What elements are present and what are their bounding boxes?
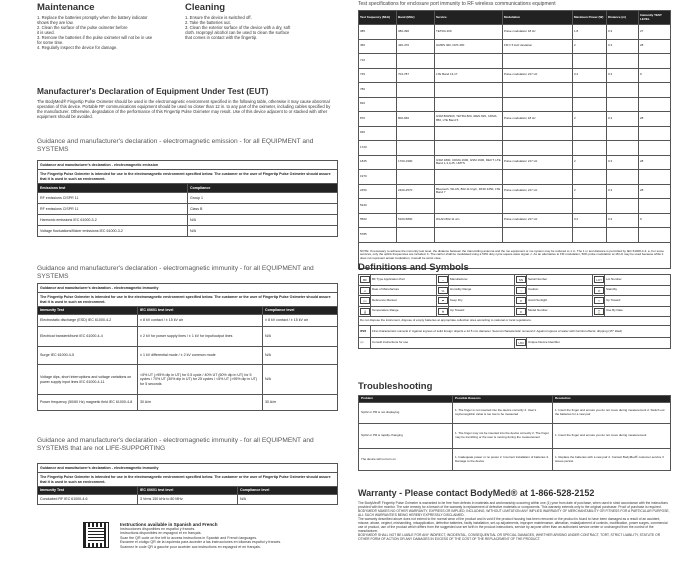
table-cell: ± 8 kV contact / ± 15 kV air	[138, 315, 263, 327]
symbol-icon	[437, 275, 449, 286]
declaration-body: The BodyMed® Fingertip Pulse Oximeter should be used in the electromagnetic environment specified in the following table, otherwise it may cause abnormal operation of this device. Portable RF communications equipment should be used no closer than 12 in. to any part of the oximeter, including cables specified by the manufacturer. Otherwise, degradation of the performance of this Fingertip Pulse Oximeter may result. Use of this device adjacent to or stacked with other equipment should be avoided.	[37, 99, 331, 119]
table-cell	[607, 199, 639, 214]
column-header: Problem	[359, 396, 453, 403]
table-cell: Bluetooth, WLAN, 802.11 b/g/n, RFID 2450, LTE Band 7	[435, 184, 503, 199]
table-intro: The Fingertip Pulse Oximeter is intended for use in the electromagnetic environment specified below. The customer or the user of Fingertip Pulse Oximeter should assure that it is used in such an environment.	[38, 473, 338, 487]
symbol-glyph: !	[516, 287, 526, 294]
table-cell	[503, 199, 573, 214]
table-cell	[397, 83, 435, 98]
list-item: 3. Clean the exterior surface of the device with a dry, soft	[185, 25, 291, 30]
warranty-paragraph: BODYMED® SHALL NOT BE LIABLE FOR ANY INDIRECT, INCIDENTAL, CONSEQUENTIAL OR SPECIAL DAMAGES, WHETHER ARISING UNDER CONTRACT, TORT, STRICT LIABILITY, STATUTE OR OTHER FORM OF ACTION OR ANY DAMAGES IN EXCESS OF THE COST OF THE REPLACEMENT OF THE PRODUCT.	[358, 533, 661, 541]
symbol-icon	[593, 306, 605, 317]
table-cell: 30 A/m	[138, 395, 263, 411]
table-cell: N/A	[263, 365, 338, 395]
table-cell	[435, 170, 503, 185]
column-header: Test frequency (MHz)	[359, 11, 397, 25]
table-cell: 1845	[359, 155, 397, 170]
table-cell: 780	[359, 83, 397, 98]
table-cell	[397, 54, 435, 69]
list-item: shows they are low.	[37, 20, 74, 25]
table-cell	[607, 141, 639, 156]
table-cell	[397, 97, 435, 112]
list-item: 4. Regularly inspect the device for damage.	[37, 45, 118, 50]
table-cell: N/A	[238, 495, 338, 505]
table-cell: N/A	[188, 215, 338, 226]
table-cell: 2450	[359, 184, 397, 199]
symbol-glyph: ⇈	[438, 308, 448, 315]
symbol-glyph: %	[438, 287, 448, 294]
table-cell: Pulse modulation 217 Hz	[503, 213, 573, 228]
table-cell: Pulse modulation 217 Hz	[503, 155, 573, 170]
table-cell: 0.3	[607, 155, 639, 170]
table-cell: The device will not turn on	[359, 449, 453, 471]
table-cell	[503, 54, 573, 69]
table-cell: 5240	[359, 199, 397, 214]
warranty-paragraph: The BodyMed® Fingertip Pulse Oximeter is warranted to be free from defects in materials and workmanship occurring within one (1) year from date of purchase, when used in strict accordance with the instructions provided with the monitor. The sole remedy for a breach of the warranty is replacement of defective materials or components. This warranty extends only to the original purchaser. Proof of purchase is required.	[358, 501, 668, 509]
table-cell	[573, 228, 607, 243]
symbol-icon	[359, 306, 371, 317]
table-cell: 0.3	[607, 213, 639, 228]
table-cell	[397, 170, 435, 185]
table-intro: The Fingertip Pulse Oximeter is intended for use in the electromagnetic environment specified below. The customer or the user of Fingertip Pulse Oximeter should assure that it is used in such an environment.	[38, 293, 338, 307]
table-cell: 28	[639, 112, 671, 127]
table-cell: 710	[359, 54, 397, 69]
column-header: Maximum Power (W)	[573, 11, 607, 25]
table-cell: Class B	[188, 204, 338, 215]
column-header: Compliance	[188, 184, 338, 193]
table-cell	[573, 199, 607, 214]
table-cell	[397, 199, 435, 214]
table-cell	[639, 97, 671, 112]
table-row	[359, 285, 671, 296]
symbol-glyph: 🌡	[360, 308, 370, 315]
symbol-glyph: ⌛	[594, 308, 604, 315]
table-cell	[573, 170, 607, 185]
table-cell: Pulse modulation 18 Hz	[503, 25, 573, 40]
table-cell	[639, 170, 671, 185]
table-cell: 745	[359, 68, 397, 83]
rf-table	[358, 10, 671, 269]
column-header: Emissions test	[38, 184, 188, 193]
table-cell: 0.3	[607, 39, 639, 54]
table-cell: LTE Band 13,17	[435, 68, 503, 83]
table-cell: 30 A/m	[263, 395, 338, 411]
list-item: 2. Take the batteries out.	[185, 20, 231, 25]
table-cell: Electrical transient/burst IEC 61000-4-4	[38, 327, 138, 347]
table-cell: 5500	[359, 213, 397, 228]
udi-icon: UDI	[515, 338, 527, 349]
table-cell: 28	[639, 155, 671, 170]
list-item: cloth. Isopropyl alcohol can be used to clean the surface	[185, 30, 290, 35]
symbol-glyph: #	[516, 308, 526, 315]
table-cell: 5785	[359, 228, 397, 243]
table-cell	[639, 54, 671, 69]
column-header: Modulation	[503, 11, 573, 25]
table-cell: 1. The finger may not be inserted into the device correctly 2. The finger may be trembling or the user is moving during the measurement	[453, 424, 553, 449]
declaration-title: Manufacturer's Declaration of Equipment Under Test (EUT)	[37, 86, 269, 96]
table-cell: Pulse modulation 217 Hz	[503, 184, 573, 199]
table-cell: GMRS 460, FRS 460	[435, 39, 503, 54]
table-cell: 0.2	[573, 213, 607, 228]
table-cell: SpO2 or PR is not displaying	[359, 403, 453, 424]
table-cell: 930	[359, 126, 397, 141]
symbol-icon	[437, 285, 449, 296]
immunity2-heading: Guidance and manufacturer's declaration - electromagnetic immunity - for all EQUIPMENT and SYSTEMS that are not LIFE-SUPPORTING	[37, 437, 314, 452]
table-cell	[503, 228, 573, 243]
table-cell: N/A	[263, 347, 338, 365]
symbol-label: Serial Number	[527, 275, 593, 286]
symbol-icon	[515, 306, 527, 317]
symbol-icon	[593, 296, 605, 307]
instructions-line: Instrucciones disponibles en español y francés.	[120, 527, 196, 531]
column-header: Possible Reasons	[453, 396, 553, 403]
table-row	[359, 97, 671, 112]
table-cell: Harmonic emissions IEC 61000-3-2	[38, 215, 188, 226]
symbol-icon	[359, 275, 371, 286]
rf-heading: Test specifications for enclosure port immunity to RF wireless communications equipment	[358, 1, 556, 7]
table-row	[359, 184, 671, 199]
table-row	[359, 83, 671, 98]
table-cell: GSM 1800, CDMA 1900, GSM 1900, DECT, LTE Band 1,3,4,25, UMTS	[435, 155, 503, 170]
table-row	[359, 170, 671, 185]
symbol-glyph: BF	[360, 276, 370, 283]
table-cell: 1970	[359, 170, 397, 185]
table-cell: 27	[639, 25, 671, 40]
column-header: IEC 60601 test level	[138, 307, 263, 315]
table-caption: Guidance and manufacturer's declaration - electromagnetic emission	[38, 161, 338, 170]
symbol-glyph: ↑↑	[594, 297, 604, 304]
table-cell: <5% UT (>95% dip in UT) for 0.5 cycle / 40% UT (60% dip in UT) for 5 cycles / 70% UT (30% dip in UT) for 25 cycles / <5% UT (>95% dip in UT) for 5 seconds	[138, 365, 263, 395]
list-item: 3. Remove the batteries if the pulse oximeter will not be in use	[37, 35, 153, 40]
list-item: 1. Ensure the device is switched off.	[185, 15, 252, 20]
table-cell: 2	[573, 184, 607, 199]
symbol-icon	[593, 275, 605, 286]
symbol-label: Keep Dry	[449, 296, 515, 307]
table-cell	[397, 126, 435, 141]
table-cell: 0.2	[573, 68, 607, 83]
table-row	[359, 39, 671, 54]
instructions-line: Instructions disponibles en espagnol et en français.	[120, 531, 202, 536]
symbol-icon	[515, 296, 527, 307]
column-header: Compliance level	[238, 487, 338, 495]
table-cell	[607, 126, 639, 141]
table-cell: 385	[359, 25, 397, 40]
table-cell: Conducted RF IEC 61000-4-6	[38, 495, 138, 505]
warranty-body	[358, 501, 670, 541]
symbol-icon	[515, 285, 527, 296]
immunity-table	[37, 283, 338, 411]
table-cell	[573, 97, 607, 112]
symbol-label: Caution	[527, 285, 593, 296]
table-row	[359, 155, 671, 170]
symbol-glyph: 📖	[360, 297, 370, 304]
immunity-heading: Guidance and manufacturer's declaration - electromagnetic immunity - for all EQUIPMENT and SYSTEMS	[37, 265, 314, 280]
list-item: 1. Replace the batteries promptly when the battery indicator	[37, 15, 148, 20]
table-row	[359, 213, 671, 228]
udi-text: Unique Device Identifier	[527, 338, 671, 349]
table-cell	[639, 228, 671, 243]
table-cell	[503, 141, 573, 156]
table-cell: 800-960	[397, 112, 435, 127]
table-cell	[435, 126, 503, 141]
table-cell: 1720	[359, 141, 397, 156]
symbol-label: Temperature Range	[371, 306, 437, 317]
table-cell: 9	[639, 68, 671, 83]
list-item: that comes in contact with the fingertip.	[185, 35, 258, 40]
table-cell	[397, 141, 435, 156]
table-caption: Guidance and manufacturer's declaration - electromagnetic immunity	[38, 284, 338, 293]
instructions-title: Instructions available in Spanish and French	[120, 522, 218, 527]
table-cell: Power frequency (50/60 Hz) magnetic field IEC 61000-4-8	[38, 395, 138, 411]
instructions-line: Escanee el código QR de la izquierda para acceder a las instrucciones en idiomas español y francés.	[120, 540, 282, 545]
column-header: Service	[435, 11, 503, 25]
troubleshooting-table	[358, 395, 671, 471]
table-cell: Voltage fluctuations/flicker emissions IEC 61000-3-2	[38, 226, 188, 237]
table-cell: ± 2 kV for power supply lines / ± 1 kV for input/output lines	[138, 327, 263, 347]
table-cell	[639, 83, 671, 98]
list-item: 2. Clean the surface of the pulse oximeter before	[37, 25, 128, 30]
table-cell	[435, 54, 503, 69]
table-intro: The Fingertip Pulse Oximeter is intended for use in the electromagnetic environment specified below. The customer or the user of Fingertip Pulse Oximeter should assure that it is used in such an environment.	[38, 170, 338, 184]
symbol-icon	[359, 285, 371, 296]
table-cell: 1. Replace the batteries with a new pair 2. Contact BodyMed® customer service if issues persist	[553, 449, 671, 471]
table-row	[359, 126, 671, 141]
column-header: Immunity TEST LEVEL	[639, 11, 671, 25]
maintenance-list	[37, 15, 177, 50]
table-cell	[607, 170, 639, 185]
symbol-label: Up Toward	[449, 306, 515, 317]
column-header: Resolution	[553, 396, 671, 403]
symbols-table	[358, 274, 671, 349]
table-cell: Surge IEC 61000-4-5	[38, 347, 138, 365]
table-cell	[435, 228, 503, 243]
table-cell: 0.3	[607, 112, 639, 127]
table-row	[359, 306, 671, 317]
symbol-icon	[593, 285, 605, 296]
instructions-line: Scannez le code QR à gauche pour accéder aux instructions en espagnol et en français.	[120, 544, 261, 549]
table-cell	[503, 126, 573, 141]
rf-note: NOTE: If necessary to achieve the immunity test level, the distance between the transmitting antenna and the me equipment or me system may be reduced to 1 m. The 1 m test distance is permitted by IEC 61000-4-3. a. For some services, only the uplink frequencies are included. b. The carrier shall be modulated using a 50% duty cycle square wave signal. c. As an alternative to FM modulation, 50% pulse modulation at 18 Hz may be used because while it does not represent actual modulation, it would be worst case.	[359, 242, 671, 268]
table-cell: ± 8 kV contact / ± 15 kV air	[263, 315, 338, 327]
table-row	[359, 54, 671, 69]
symbol-label: Use By Date	[605, 306, 671, 317]
symbol-label: Avoid Sunlight	[527, 296, 593, 307]
table-cell	[639, 141, 671, 156]
maintenance-title: Maintenance	[37, 2, 95, 13]
table-cell: N/A	[263, 327, 338, 347]
symbol-glyph: ☂	[438, 297, 448, 304]
table-row	[359, 296, 671, 307]
instructions-block	[120, 522, 330, 549]
table-cell: FM ± 5 kHz deviation	[503, 39, 573, 54]
table-cell: 3 Vrms 150 kHz to 80 MHz	[138, 495, 238, 505]
symbol-label: BF Type Application Part	[371, 275, 437, 286]
qr-code[interactable]	[83, 522, 109, 548]
table-cell: Group 1	[188, 193, 338, 204]
table-row	[359, 68, 671, 83]
table-cell	[435, 141, 503, 156]
table-cell: 810	[359, 97, 397, 112]
column-header: Immunity Test	[38, 307, 138, 315]
symbol-glyph: ☀	[516, 297, 526, 304]
symbol-label: Standby	[605, 285, 671, 296]
table-cell	[639, 199, 671, 214]
table-cell: 28	[639, 184, 671, 199]
symbol-glyph: ~	[438, 276, 448, 283]
table-cell: 28	[639, 39, 671, 54]
table-cell: RF emissions CISPR 11	[38, 204, 188, 215]
table-cell: 1. Inadequate power or no power 2. Incorrect installation of batteries 3. Damage to the device	[453, 449, 553, 471]
table-cell: 0.3	[607, 68, 639, 83]
table-cell: 2	[573, 39, 607, 54]
symbol-icon	[359, 296, 371, 307]
symbol-label: Humidity Range	[449, 285, 515, 296]
table-cell: 430-470	[397, 39, 435, 54]
table-cell	[435, 199, 503, 214]
symbol-label: Model Number	[527, 306, 593, 317]
symbol-label: Manufacturer	[449, 275, 515, 286]
table-cell	[573, 141, 607, 156]
list-item: for some time.	[37, 40, 64, 45]
table-cell: 1. Insert the finger and ensure you do not move during measurement 2. Switch out the batteries for a new pair	[553, 403, 671, 424]
table-cell: TETRA 400	[435, 25, 503, 40]
table-cell: ± 1 kV differential mode / ± 2 kV common mode	[138, 347, 263, 365]
table-cell	[573, 126, 607, 141]
table-cell: 450	[359, 39, 397, 54]
table-cell: Pulse modulation 217 Hz	[503, 68, 573, 83]
table-cell	[435, 83, 503, 98]
table-cell: Pulse modulation 18 Hz	[503, 112, 573, 127]
table-row	[359, 112, 671, 127]
column-header: Distance (m)	[607, 11, 639, 25]
table-cell: 0.3	[607, 25, 639, 40]
symbol-glyph: ⏻	[594, 287, 604, 294]
column-header: IEC 60601 test level	[138, 487, 238, 495]
symbol-glyph: SN	[516, 276, 526, 283]
symbol-icon	[437, 296, 449, 307]
table-cell: 704-787	[397, 68, 435, 83]
table-cell: 1. Insert the finger and ensure you do not move during measurement	[553, 424, 671, 449]
column-header: Compliance level	[263, 307, 338, 315]
symbol-label: Up Toward	[605, 296, 671, 307]
table-cell: 1700-1990	[397, 155, 435, 170]
table-cell: 1.8	[573, 25, 607, 40]
symbol-label: Reference Manual	[371, 296, 437, 307]
table-cell: 2	[573, 155, 607, 170]
consult-text: Consult instructions for use	[371, 338, 515, 349]
symbol-glyph: LOT	[594, 276, 604, 283]
symbol-label: Lot Number	[605, 275, 671, 286]
symbol-icon	[515, 275, 527, 286]
cleaning-title: Cleaning	[185, 2, 226, 13]
table-cell	[503, 83, 573, 98]
column-header: Immunity Test	[38, 487, 138, 495]
table-cell: Electrostatic discharge (ESD) IEC 61000-4-2	[38, 315, 138, 327]
table-row	[359, 275, 671, 286]
symbols-title: Definitions and Symbols	[358, 262, 469, 273]
table-cell	[607, 97, 639, 112]
symbol-icon	[437, 306, 449, 317]
symbol-glyph: ⚠	[360, 287, 370, 294]
table-cell	[435, 97, 503, 112]
instructions-line: Scan the QR code on the left to access instructions in Spanish and French languages.	[120, 535, 258, 540]
ip-code: IP22	[359, 326, 371, 338]
cleaning-list	[185, 15, 335, 40]
table-cell: 5100-5800	[397, 213, 435, 228]
table-cell	[639, 126, 671, 141]
table-caption: Guidance and manufacturer's declaration - electromagnetic immunity	[38, 464, 338, 473]
table-cell: 2400-2570	[397, 184, 435, 199]
table-cell	[607, 83, 639, 98]
list-item: it is used.	[37, 30, 55, 35]
warranty-paragraph: BODYMED® MAKES NO OTHER WARRANTY, EXPRESS OR IMPLIED, INCLUDING, WITHOUT LIMITATION ANY IMPLIED WARRANTY OF MERCHANTABILITY OR FITNESS FOR A PARTICULAR PURPOSE, ALL SUCH WARRANTIES BEING HEREBY EXPRESSLY DISCLAIMED.	[358, 509, 670, 517]
table-cell	[573, 83, 607, 98]
column-header: Band (MHz)	[397, 11, 435, 25]
table-cell	[607, 54, 639, 69]
disposal-text: Do not dispose the instrument, dispose of empty batteries at appropriate collection sites according to national or local regulations.	[359, 317, 671, 326]
table-cell: N/A	[188, 226, 338, 237]
table-cell: 9	[639, 213, 671, 228]
table-row	[359, 141, 671, 156]
table-cell: RF emissions CISPR 11	[38, 193, 188, 204]
table-cell: 870	[359, 112, 397, 127]
table-cell: 0.3	[607, 184, 639, 199]
table-cell	[503, 170, 573, 185]
troubleshooting-title: Troubleshooting	[358, 381, 433, 392]
emission-table	[37, 160, 338, 237]
table-cell: Voltage dips, short interruptions and voltage variations on power supply input lines IEC 61000-4-11	[38, 365, 138, 395]
table-row	[359, 25, 671, 40]
immunity2-table	[37, 463, 338, 505]
table-cell: 1. The finger is not inserted into the device correctly 2. User's oxyhemoglobin value is too low to be measured	[453, 403, 553, 424]
warranty-title: Warranty - Please contact BodyMed® at 1-866-528-2152	[358, 488, 595, 498]
table-cell	[607, 228, 639, 243]
table-row	[359, 228, 671, 243]
ip-text: First characteristic numeral 2: Against ingress of solid foreign objects ≥ 12.5 mm diameter. Second characteristic numeral 2: Against ingress of water with harmful effects; dripping (15° tilted)	[371, 326, 671, 338]
table-cell	[573, 54, 607, 69]
table-cell: WLAN 802.11 a/n	[435, 213, 503, 228]
table-cell: 2	[573, 112, 607, 127]
warranty-paragraph: The warranty described above does not extend to the normal wear of the product and is void if the product housing has been removed or the product is found to have been damaged as a result of an accident, misuse, abuse, neglect, mishandling, misapplication, defective batteries, faulty installation, set-up adjustments, improper maintenance, alteration, maladjustment of controls, modification, power surges, commercial use of product, use of the product which differs from the suggested use set forth in the product instructions, service by anyone other than an authorized service center or unchanged from the control of the manufacturer.	[358, 517, 668, 533]
book-icon: 📖	[359, 338, 371, 349]
table-cell: 380-390	[397, 25, 435, 40]
symbol-label: Date of Manufacture	[371, 285, 437, 296]
table-row	[359, 199, 671, 214]
emission-heading: Guidance and manufacturer's declaration - electromagnetic emission - for all EQUIPMENT and SYSTEMS	[37, 138, 314, 153]
table-cell: GSM 800/900, TETRA 800, iDEN 820, CDMA 850, LTE Band 5	[435, 112, 503, 127]
table-cell	[503, 97, 573, 112]
table-cell: SpO2 or PR is rapidly changing	[359, 424, 453, 449]
table-cell	[397, 228, 435, 243]
